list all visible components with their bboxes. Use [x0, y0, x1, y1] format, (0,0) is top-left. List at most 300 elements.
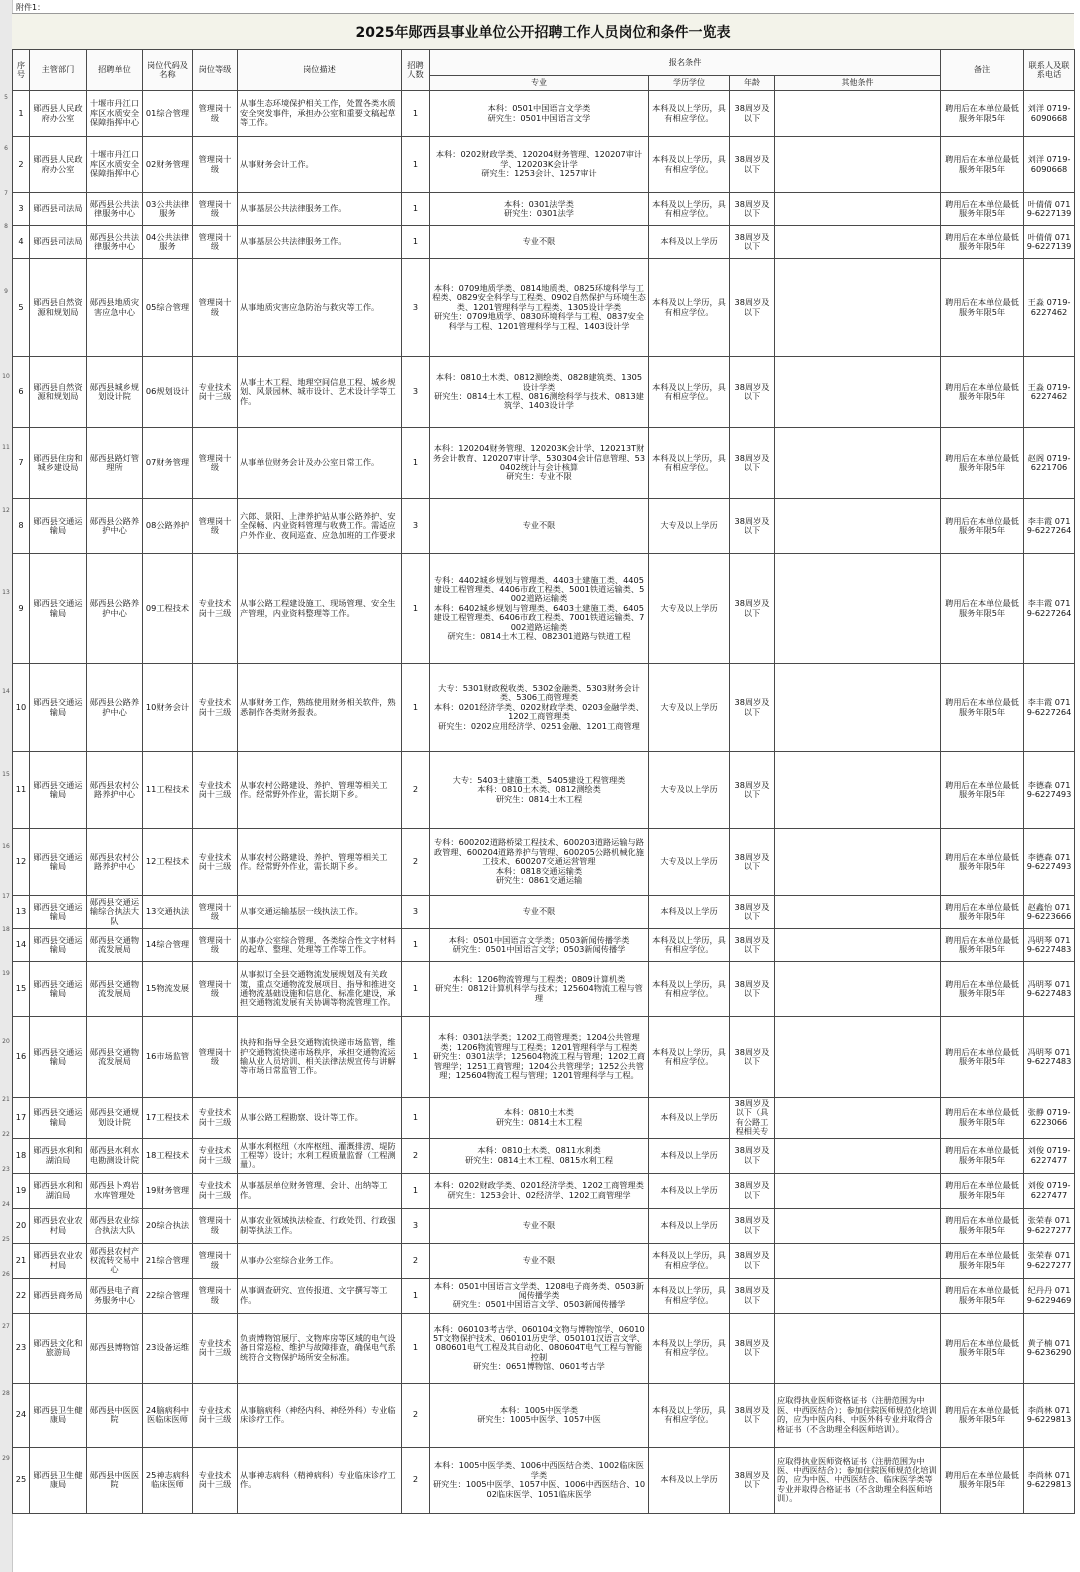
table-row	[13, 896, 1075, 929]
cell-desc: 负责博物馆展厅、文物库房等区域的电气设备日常巡检、维护与故障排查，确保电气系统符合文物保护场所安全标准。	[238, 1313, 402, 1383]
row-number[interactable]: 20	[2, 1037, 10, 1045]
cell-desc: 从事脑病科（神经内科、神经外科）专业临床诊疗工作。	[238, 1383, 402, 1447]
cell-age: 38周岁及以下	[730, 226, 775, 259]
cell-major: 专业不限	[430, 896, 649, 929]
cell-major: 本科：0709地质学类、0814地质类、0825环境科学与工程类、0829安全科学与工程类、0902自然保护与环境生态类、1201管理科学与工程类、1305设计学类 研究生：0709地质学、0830环境科学与工程、0837安全科学与工程、1201管理科学与工程、1403设计学	[430, 259, 649, 357]
cell-age: 38周岁及以下	[730, 829, 775, 896]
cell-other	[775, 1313, 941, 1383]
header-unit: 招聘单位	[87, 50, 143, 91]
cell-major: 大专：5301财政税收类、5302金融类、5303财务会计类、5306工商管理类 本科：0201经济学类、0202财政学类、0203金融学类、1202工商管理类 研究生：0202应用经济学、0251金融、1201工商管理	[430, 664, 649, 752]
cell-other	[775, 896, 941, 929]
cell-other	[775, 428, 941, 499]
cell-contact: 冯明琴 0719-6227483	[1024, 962, 1075, 1017]
cell-other	[775, 962, 941, 1017]
row-number[interactable]: 10	[2, 372, 10, 380]
cell-contact: 李丰霞 0719-6227264	[1024, 499, 1075, 554]
cell-dept: 郧西县农业农村局	[30, 1208, 87, 1243]
cell-contact: 李尚林 0719-6229813	[1024, 1383, 1075, 1447]
cell-code: 23设备运维	[143, 1313, 193, 1383]
cell-seq: 21	[13, 1243, 30, 1278]
cell-note: 聘用后在本单位最低服务年限5年	[941, 1017, 1024, 1098]
cell-contact: 叶倩倩 0719-6227139	[1024, 193, 1075, 226]
cell-edu: 本科及以上学历	[649, 896, 730, 929]
cell-unit: 郧西县农村公路养护中心	[87, 829, 143, 896]
cell-code: 10财务会计	[143, 664, 193, 752]
cell-unit: 郧西县交通物流发展局	[87, 962, 143, 1017]
cell-code: 14综合管理	[143, 929, 193, 962]
cell-unit: 郧西县地质灾害应急中心	[87, 259, 143, 357]
cell-dept: 郧西县交通运输局	[30, 752, 87, 829]
cell-edu: 本科及以上学历，具有相应学位。	[649, 1278, 730, 1313]
cell-note: 聘用后在本单位最低服务年限5年	[941, 752, 1024, 829]
table-row	[13, 929, 1075, 962]
header-conditions: 报名条件	[430, 50, 941, 76]
cell-dept: 郧西县商务局	[30, 1278, 87, 1313]
table-row	[13, 1173, 1075, 1208]
cell-dept: 郧西县住房和城乡建设局	[30, 428, 87, 499]
cell-code: 07财务管理	[143, 428, 193, 499]
cell-code: 16市场监管	[143, 1017, 193, 1098]
cell-age: 38周岁及以下	[730, 259, 775, 357]
row-number[interactable]: 8	[4, 222, 8, 230]
cell-dept: 郧西县司法局	[30, 226, 87, 259]
row-number[interactable]: 25	[2, 1235, 10, 1243]
cell-count: 2	[402, 752, 430, 829]
row-number[interactable]: 19	[2, 969, 10, 977]
cell-level: 管理岗十级	[193, 1243, 238, 1278]
cell-desc: 从事农业领域执法检查、行政处罚、行政强制等执法工作。	[238, 1208, 402, 1243]
cell-dept: 郧西县卫生健康局	[30, 1383, 87, 1447]
cell-age: 38周岁及以下	[730, 664, 775, 752]
cell-dept: 郧西县水利和湖泊局	[30, 1138, 87, 1173]
cell-contact: 黄子楠 0719-6236290	[1024, 1313, 1075, 1383]
header-contact: 联系人及联系电话	[1024, 50, 1075, 91]
cell-seq: 14	[13, 929, 30, 962]
table-row	[13, 1383, 1075, 1447]
row-number[interactable]: 12	[2, 506, 10, 514]
cell-edu: 大专及以上学历	[649, 752, 730, 829]
cell-seq: 6	[13, 357, 30, 428]
cell-major: 专业不限	[430, 499, 649, 554]
cell-major: 专业不限	[430, 1208, 649, 1243]
cell-code: 22综合管理	[143, 1278, 193, 1313]
cell-seq: 20	[13, 1208, 30, 1243]
cell-code: 11工程技术	[143, 752, 193, 829]
cell-unit: 郧西县水利水电勘测设计院	[87, 1138, 143, 1173]
cell-contact: 冯明琴 0719-6227483	[1024, 929, 1075, 962]
cell-other	[775, 1208, 941, 1243]
cell-unit: 郧西县交通物流发展局	[87, 1017, 143, 1098]
cell-unit: 郧西县城乡规划设计院	[87, 357, 143, 428]
cell-age: 38周岁及以下	[730, 962, 775, 1017]
cell-contact: 叶倩倩 0719-6227139	[1024, 226, 1075, 259]
cell-count: 1	[402, 91, 430, 137]
row-number[interactable]: 28	[2, 1390, 10, 1397]
cell-major: 本科：0202财政学类、120204财务管理、120207审计学、120203K会计学 研究生：1253会计、1257审计	[430, 137, 649, 193]
cell-level: 专业技术岗十三级	[193, 1098, 238, 1139]
cell-unit: 郧西县中医医院	[87, 1447, 143, 1513]
cell-unit: 郧西县路灯管理所	[87, 428, 143, 499]
cell-dept: 郧西县自然资源和规划局	[30, 357, 87, 428]
cell-seq: 10	[13, 664, 30, 752]
cell-age: 38周岁及以下	[730, 357, 775, 428]
cell-dept: 郧西县人民政府办公室	[30, 137, 87, 193]
row-number[interactable]: 15	[2, 770, 10, 778]
table-row	[13, 554, 1075, 664]
row-number[interactable]: 16	[2, 842, 10, 850]
cell-code: 05综合管理	[143, 259, 193, 357]
cell-dept: 郧西县交通运输局	[30, 499, 87, 554]
row-number[interactable]: 23	[2, 1165, 10, 1173]
cell-contact: 李丰霞 0719-6227264	[1024, 554, 1075, 664]
row-number[interactable]: 6	[4, 145, 8, 152]
cell-seq: 5	[13, 259, 30, 357]
cell-contact: 刘洋 0719-6090668	[1024, 91, 1075, 137]
cell-seq: 25	[13, 1447, 30, 1513]
cell-code: 02财务管理	[143, 137, 193, 193]
cell-age: 38周岁及以下	[730, 193, 775, 226]
cell-other	[775, 829, 941, 896]
cell-note: 聘用后在本单位最低服务年限5年	[941, 962, 1024, 1017]
cell-unit: 郧西县交通规划设计院	[87, 1098, 143, 1139]
table-row	[13, 91, 1075, 137]
cell-count: 2	[402, 829, 430, 896]
cell-other	[775, 91, 941, 137]
cell-unit: 郧西县博物馆	[87, 1313, 143, 1383]
cell-dept: 郧西县交通运输局	[30, 829, 87, 896]
cell-other	[775, 752, 941, 829]
cell-level: 专业技术岗十三级	[193, 1138, 238, 1173]
cell-contact: 张静 0719-6223066	[1024, 1098, 1075, 1139]
cell-edu: 本科及以上学历	[649, 1447, 730, 1513]
cell-count: 1	[402, 137, 430, 193]
cell-age: 38周岁及以下	[730, 1383, 775, 1447]
cell-count: 3	[402, 259, 430, 357]
cell-note: 聘用后在本单位最低服务年限5年	[941, 193, 1024, 226]
cell-desc: 从事财务工作，熟练使用财务相关软件，熟悉制作各类财务报表。	[238, 664, 402, 752]
row-number[interactable]: 9	[4, 288, 8, 295]
cell-dept: 郧西县农业农村局	[30, 1243, 87, 1278]
cell-unit: 郧西县电子商务服务中心	[87, 1278, 143, 1313]
cell-note: 聘用后在本单位最低服务年限5年	[941, 1243, 1024, 1278]
cell-count: 1	[402, 428, 430, 499]
cell-other	[775, 1017, 941, 1098]
cell-code: 03公共法律服务	[143, 193, 193, 226]
header-edu: 学历学位	[649, 76, 730, 91]
table-row	[13, 1017, 1075, 1098]
row-number[interactable]: 21	[2, 1095, 10, 1103]
cell-level: 管理岗十级	[193, 929, 238, 962]
row-number[interactable]: 18	[2, 925, 10, 933]
cell-age: 38周岁及以下	[730, 1173, 775, 1208]
cell-seq: 2	[13, 137, 30, 193]
cell-code: 17工程技术	[143, 1098, 193, 1139]
cell-edu: 本科及以上学历，具有相应学位。	[649, 1383, 730, 1447]
cell-age: 38周岁及以下	[730, 1313, 775, 1383]
row-number[interactable]: 27	[2, 1323, 10, 1330]
row-number[interactable]: 17	[2, 892, 10, 900]
cell-level: 管理岗十级	[193, 499, 238, 554]
row-number[interactable]: 11	[2, 443, 10, 451]
table-row	[13, 829, 1075, 896]
cell-seq: 18	[13, 1138, 30, 1173]
cell-level: 管理岗十级	[193, 428, 238, 499]
cell-note: 聘用后在本单位最低服务年限5年	[941, 554, 1024, 664]
cell-major: 本科：120204财务管理、120203K会计学、120213T财务会计教育、120207审计学、530304会计信息管理、530402统计与会计核算 研究生：专业不限	[430, 428, 649, 499]
header-note: 备注	[941, 50, 1024, 91]
cell-age: 38周岁及以下	[730, 1017, 775, 1098]
cell-code: 12工程技术	[143, 829, 193, 896]
header-level: 岗位等级	[193, 50, 238, 91]
cell-other	[775, 193, 941, 226]
cell-note: 聘用后在本单位最低服务年限5年	[941, 428, 1024, 499]
table-row	[13, 1098, 1075, 1139]
cell-desc: 从事交通运输基层一线执法工作。	[238, 896, 402, 929]
cell-note: 聘用后在本单位最低服务年限5年	[941, 664, 1024, 752]
cell-level: 管理岗十级	[193, 226, 238, 259]
cell-code: 13交通执法	[143, 896, 193, 929]
cell-unit: 郧西县农村公路养护中心	[87, 752, 143, 829]
cell-age: 38周岁及以下	[730, 91, 775, 137]
cell-edu: 大专及以上学历	[649, 829, 730, 896]
cell-age: 38周岁及以下	[730, 929, 775, 962]
cell-level: 管理岗十级	[193, 962, 238, 1017]
cell-dept: 郧西县交通运输局	[30, 554, 87, 664]
cell-desc: 从事办公室综合业务工作。	[238, 1243, 402, 1278]
cell-level: 专业技术岗十三级	[193, 357, 238, 428]
cell-level: 专业技术岗十三级	[193, 664, 238, 752]
cell-count: 3	[402, 357, 430, 428]
cell-note: 聘用后在本单位最低服务年限5年	[941, 896, 1024, 929]
cell-age: 38周岁及以下	[730, 1243, 775, 1278]
cell-major: 本科：0810土木类、0812测绘类、0828建筑类、1305设计学类 研究生：0814土木工程、0816测绘科学与技术、0813建筑学、1403设计学	[430, 357, 649, 428]
cell-seq: 9	[13, 554, 30, 664]
cell-count: 3	[402, 896, 430, 929]
cell-edu: 本科及以上学历，具有相应学位。	[649, 137, 730, 193]
cell-seq: 16	[13, 1017, 30, 1098]
table-row	[13, 752, 1075, 829]
table-row	[13, 226, 1075, 259]
table-row	[13, 1447, 1075, 1513]
cell-other	[775, 226, 941, 259]
cell-age: 38周岁及以下	[730, 428, 775, 499]
cell-note: 聘用后在本单位最低服务年限5年	[941, 929, 1024, 962]
cell-code: 04公共法律服务	[143, 226, 193, 259]
header-seq: 序号	[13, 50, 30, 91]
cell-desc: 从事水利枢纽（水库枢纽、灌溉排涝、堤防工程等）设计；水利工程质量监督（工程测量）。	[238, 1138, 402, 1173]
cell-edu: 本科及以上学历，具有相应学位。	[649, 193, 730, 226]
cell-count: 1	[402, 193, 430, 226]
header-age: 年龄	[730, 76, 775, 91]
cell-unit: 十堰市丹江口库区水质安全保障指挥中心	[87, 91, 143, 137]
cell-dept: 郧西县交通运输局	[30, 929, 87, 962]
cell-dept: 郧西县交通运输局	[30, 1098, 87, 1139]
cell-unit: 郧西县公路养护中心	[87, 499, 143, 554]
cell-contact: 李尚林 0719-6229813	[1024, 1447, 1075, 1513]
row-number[interactable]: 24	[2, 1200, 10, 1208]
cell-contact: 李德森 0719-6227493	[1024, 752, 1075, 829]
cell-level: 专业技术岗十三级	[193, 1313, 238, 1383]
cell-major: 本科：0301法学类 研究生：0301法学	[430, 193, 649, 226]
cell-note: 聘用后在本单位最低服务年限5年	[941, 1278, 1024, 1313]
cell-level: 管理岗十级	[193, 1278, 238, 1313]
cell-note: 聘用后在本单位最低服务年限5年	[941, 1313, 1024, 1383]
row-number[interactable]: 13	[2, 589, 10, 596]
cell-edu: 本科及以上学历，具有相应学位。	[649, 1243, 730, 1278]
cell-edu: 本科及以上学历	[649, 1138, 730, 1173]
cell-level: 管理岗十级	[193, 896, 238, 929]
cell-seq: 19	[13, 1173, 30, 1208]
cell-note: 聘用后在本单位最低服务年限5年	[941, 357, 1024, 428]
cell-seq: 7	[13, 428, 30, 499]
cell-dept: 郧西县文化和旅游局	[30, 1313, 87, 1383]
table-row	[13, 1278, 1075, 1313]
cell-level: 管理岗十级	[193, 259, 238, 357]
cell-note: 聘用后在本单位最低服务年限5年	[941, 226, 1024, 259]
cell-major: 本科：060103考古学、060104文物与博物馆学、060105T文物保护技术、060101历史学、050101汉语言文学、080601电气工程及其自动化、080604T电气工程与智能控制 研究生：0651博物馆、0601考古学	[430, 1313, 649, 1383]
cell-other	[775, 1243, 941, 1278]
cell-desc: 从事公路工程建设施工、现场管理、安全生产管理，内业资料整理等工作。	[238, 554, 402, 664]
header-dept: 主管部门	[30, 50, 87, 91]
header-desc: 岗位描述	[238, 50, 402, 91]
attachment-label: 附件1：	[16, 3, 46, 12]
row-number[interactable]: 5	[4, 94, 8, 101]
cell-desc: 从事基层公共法律服务工作。	[238, 193, 402, 226]
cell-edu: 本科及以上学历	[649, 1208, 730, 1243]
cell-unit: 郧西县公共法律服务中心	[87, 193, 143, 226]
cell-other	[775, 499, 941, 554]
cell-count: 1	[402, 1017, 430, 1098]
table-row	[13, 137, 1075, 193]
cell-dept: 郧西县交通运输局	[30, 664, 87, 752]
cell-desc: 从事生态环境保护相关工作，处置各类水质安全突发事件，承担办公室和重要文稿起草等工作。	[238, 91, 402, 137]
cell-edu: 本科及以上学历，具有相应学位。	[649, 1313, 730, 1383]
header-code: 岗位代码及名称	[143, 50, 193, 91]
cell-desc: 从事神志病科（精神病科）专业临床诊疗工作。	[238, 1447, 402, 1513]
cell-other	[775, 554, 941, 664]
cell-other	[775, 1098, 941, 1139]
header-other: 其他条件	[775, 76, 941, 91]
cell-count: 2	[402, 1447, 430, 1513]
cell-contact: 王淼 0719-6227462	[1024, 357, 1075, 428]
cell-major: 本科：0810土木类、0811水利类 研究生：0814土木工程、0815水利工程	[430, 1138, 649, 1173]
cell-contact: 刘洋 0719-6090668	[1024, 137, 1075, 193]
cell-dept: 郧西县交通运输局	[30, 962, 87, 1017]
cell-unit: 郧西县卜鸡岩水库管理处	[87, 1173, 143, 1208]
table-row	[13, 1243, 1075, 1278]
cell-code: 24脑病科中医临床医师	[143, 1383, 193, 1447]
cell-desc: 从事农村公路建设、养护、管理等相关工作。经常野外作业，需长期下乡。	[238, 752, 402, 829]
cell-seq: 4	[13, 226, 30, 259]
cell-edu: 本科及以上学历，具有相应学位。	[649, 259, 730, 357]
cell-note: 聘用后在本单位最低服务年限5年	[941, 259, 1024, 357]
table-row	[13, 664, 1075, 752]
cell-major: 本科：1005中医学类 研究生：1005中医学、1057中医	[430, 1383, 649, 1447]
cell-contact: 纪丹丹 0719-6229469	[1024, 1278, 1075, 1313]
cell-age: 38周岁及以下	[730, 896, 775, 929]
row-number[interactable]: 14	[2, 688, 10, 695]
cell-major: 本科：0501中国语言文学类 研究生：0501中国语言文学	[430, 91, 649, 137]
cell-other	[775, 259, 941, 357]
cell-code: 09工程技术	[143, 554, 193, 664]
cell-seq: 22	[13, 1278, 30, 1313]
table-row	[13, 1208, 1075, 1243]
cell-other	[775, 929, 941, 962]
cell-note: 聘用后在本单位最低服务年限5年	[941, 137, 1024, 193]
cell-other	[775, 1173, 941, 1208]
cell-age: 38周岁及以下	[730, 1138, 775, 1173]
cell-note: 聘用后在本单位最低服务年限5年	[941, 1138, 1024, 1173]
row-number[interactable]: 29	[2, 1455, 10, 1462]
cell-edu: 本科及以上学历，具有相应学位。	[649, 1017, 730, 1098]
cell-dept: 郧西县司法局	[30, 193, 87, 226]
cell-desc: 从事基层单位财务管理、会计、出纳等工作。	[238, 1173, 402, 1208]
cell-edu: 本科及以上学历，具有相应学位。	[649, 962, 730, 1017]
cell-edu: 大专及以上学历	[649, 554, 730, 664]
cell-desc: 从事土木工程、地理空间信息工程、城乡规划、风景园林、城市设计、艺术设计学等工作。	[238, 357, 402, 428]
cell-count: 1	[402, 962, 430, 1017]
row-number[interactable]: 7	[4, 189, 8, 197]
table-row	[13, 1313, 1075, 1383]
cell-contact: 张荣春 0719-6227277	[1024, 1243, 1075, 1278]
cell-major: 专科：600202道路桥梁工程技术、600203道路运输与路政管理、600204道路养护与管理、600205公路机械化施工技术、600207交通运营管理 本科：0818交通运输类 研究生：0861交通运输	[430, 829, 649, 896]
cell-other	[775, 664, 941, 752]
header-major: 专业	[430, 76, 649, 91]
cell-level: 管理岗十级	[193, 91, 238, 137]
cell-contact: 王淼 0719-6227462	[1024, 259, 1075, 357]
cell-count: 1	[402, 554, 430, 664]
cell-unit: 郧西县公路养护中心	[87, 554, 143, 664]
cell-age: 38周岁及以下	[730, 1208, 775, 1243]
cell-dept: 郧西县自然资源和规划局	[30, 259, 87, 357]
page-title: 2025年郧西县事业单位公开招聘工作人员岗位和条件一览表	[12, 13, 1074, 51]
cell-age: 38周岁及以下（具有公路工程相关专	[730, 1098, 775, 1139]
header-count: 招聘人数	[402, 50, 430, 91]
cell-desc: 从事办公室综合管理，各类综合性文字材料的起草、整理、处理等工作等工作。	[238, 929, 402, 962]
cell-other	[775, 357, 941, 428]
cell-contact: 刘俊 0719-6227477	[1024, 1138, 1075, 1173]
cell-note: 聘用后在本单位最低服务年限5年	[941, 91, 1024, 137]
cell-count: 1	[402, 1173, 430, 1208]
cell-count: 2	[402, 1383, 430, 1447]
cell-major: 本科：0301法学类；1202工商管理类；1204公共管理类；1206物流管理与工程类；1201管理科学与工程类 研究生：0301法学；125604物流工程与管理；1202工商管理学；1251工商管理；1204公共管理学；1252公共管理；125604物流工程与管理；1201管理科学与工程。	[430, 1017, 649, 1098]
cell-unit: 郧西县公共法律服务中心	[87, 226, 143, 259]
cell-contact: 李丰霞 0719-6227264	[1024, 664, 1075, 752]
row-number[interactable]: 26	[2, 1270, 10, 1278]
cell-seq: 17	[13, 1098, 30, 1139]
cell-age: 38周岁及以下	[730, 499, 775, 554]
cell-contact: 赵鑫怡 0719-6223666	[1024, 896, 1075, 929]
cell-level: 管理岗十级	[193, 1208, 238, 1243]
cell-code: 20综合执法	[143, 1208, 193, 1243]
cell-edu: 大专及以上学历	[649, 664, 730, 752]
cell-other	[775, 137, 941, 193]
cell-level: 专业技术岗十三级	[193, 829, 238, 896]
cell-edu: 本科及以上学历，具有相应学位。	[649, 357, 730, 428]
cell-count: 2	[402, 1243, 430, 1278]
table-row	[13, 357, 1075, 428]
cell-contact: 冯明琴 0719-6227483	[1024, 1017, 1075, 1098]
cell-major: 大专：5403土建施工类、5405建设工程管理类 本科：0810土木类、0812测绘类 研究生：0814土木工程	[430, 752, 649, 829]
row-number[interactable]: 22	[2, 1130, 10, 1138]
cell-code: 15物流发展	[143, 962, 193, 1017]
cell-age: 38周岁及以下	[730, 137, 775, 193]
cell-level: 专业技术岗十三级	[193, 752, 238, 829]
cell-count: 1	[402, 1098, 430, 1139]
cell-major: 专业不限	[430, 1243, 649, 1278]
cell-unit: 郧西县中医医院	[87, 1383, 143, 1447]
table-row	[13, 962, 1075, 1017]
